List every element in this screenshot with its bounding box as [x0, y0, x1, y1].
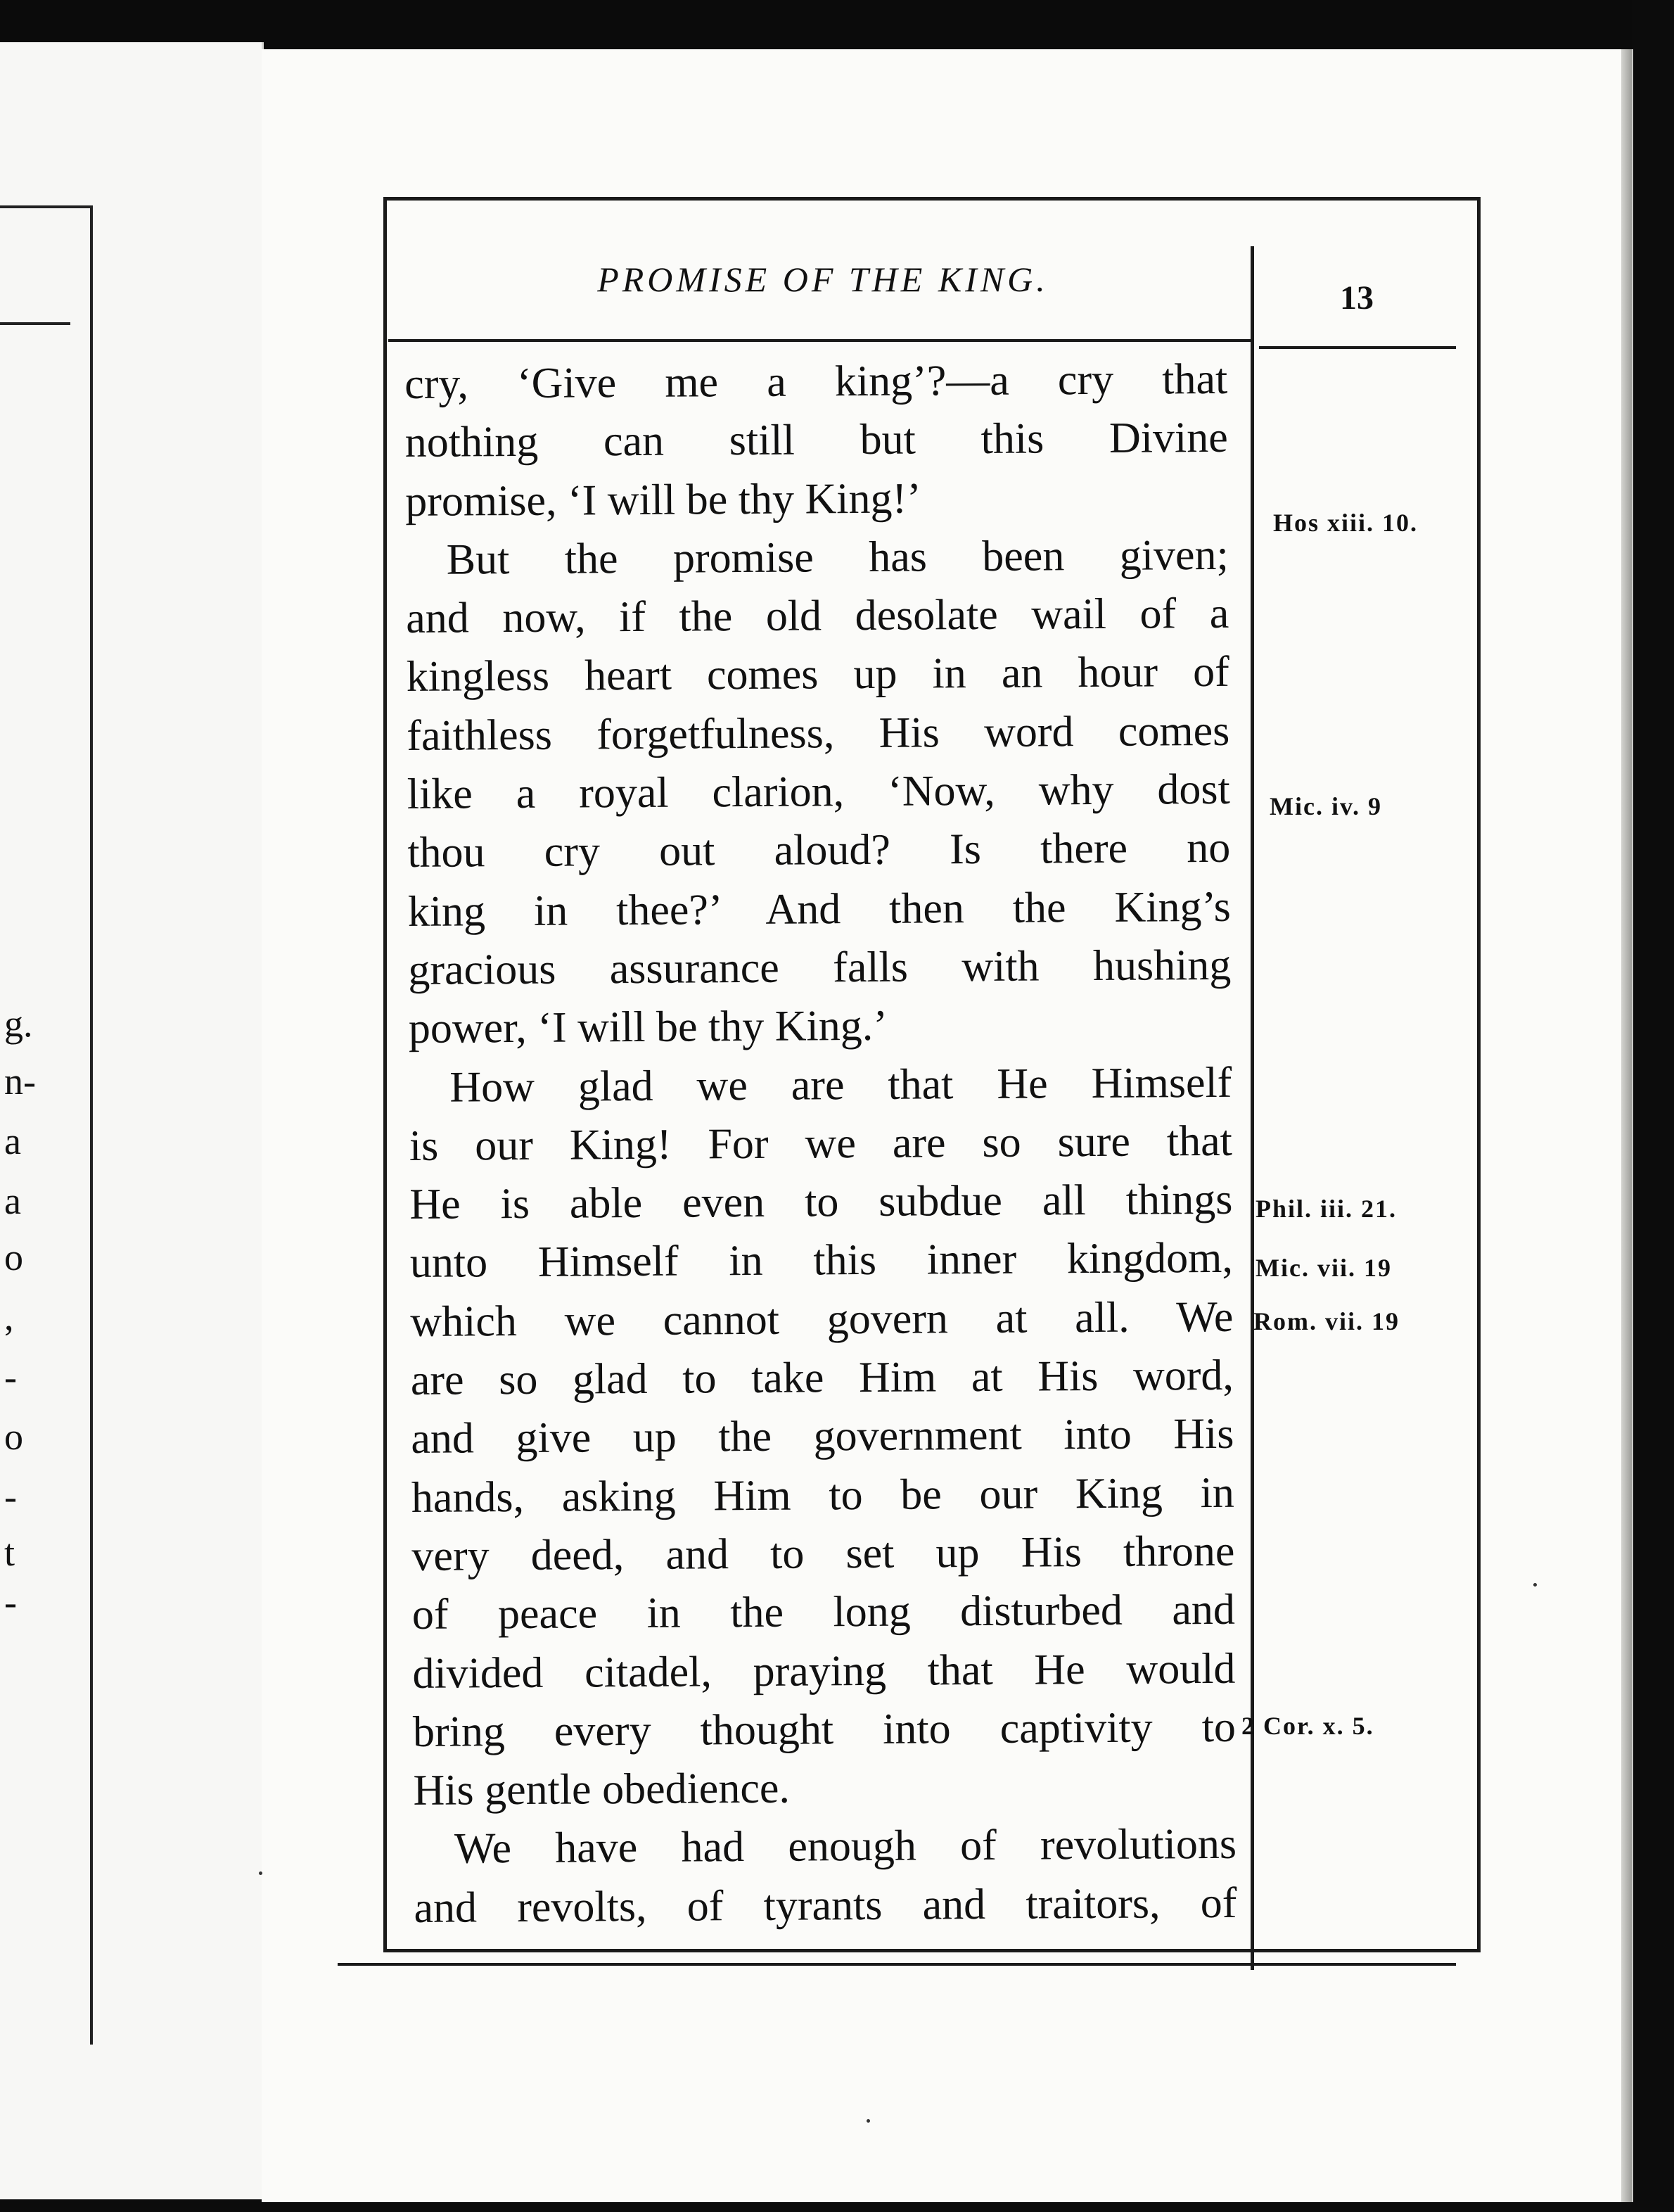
text-line: very deed, and to set up His throne	[411, 1527, 1235, 1580]
text-line: like a royal clarion, ‘Now, why dost	[407, 765, 1230, 819]
facing-page-fragment: -	[4, 1581, 17, 1623]
text-line: kingless heart comes up in an hour of	[406, 648, 1229, 701]
ink-speck	[1533, 1583, 1537, 1587]
facing-page-fragment: o	[4, 1416, 23, 1458]
running-head: PROMISE OF THE KING.	[597, 260, 1049, 299]
facing-page-fragment: -	[4, 1475, 17, 1518]
ink-speck	[867, 2119, 870, 2123]
text-line: and revolts, of tyrants and traitors, of	[414, 1879, 1237, 1932]
text-line: How glad we are that He Himself	[449, 1058, 1232, 1112]
text-line: unto Himself in this inner kingdom,	[409, 1234, 1234, 1288]
margin-reference: Hos xiii. 10.	[1273, 509, 1419, 537]
margin-reference: 2 Cor. x. 5.	[1241, 1712, 1374, 1740]
text-line: cry, ‘Give me a king’?—a cry that	[404, 355, 1228, 408]
facing-page-fragment: ,	[4, 1296, 14, 1338]
scan-border-right	[1632, 0, 1674, 2212]
header-rule-margin	[1259, 346, 1456, 349]
facing-page-fragment: -	[4, 1356, 17, 1398]
text-line: is our King! For we are so sure that	[409, 1117, 1233, 1170]
page-number: 13	[1340, 279, 1374, 317]
margin-reference: Phil. iii. 21.	[1256, 1195, 1398, 1223]
facing-page-fragment: a	[4, 1180, 21, 1222]
text-line: and now, if the old desolate wail of a	[406, 590, 1229, 643]
text-line: But the promise has been given;	[446, 530, 1229, 584]
text-line: which we cannot govern at all. We	[410, 1292, 1234, 1346]
ink-speck	[259, 1871, 262, 1875]
facing-page-left	[0, 42, 264, 2199]
text-line: king in thee?’ And then the King’s	[407, 882, 1232, 936]
text-line: of peace in the long disturbed and	[411, 1586, 1236, 1639]
header-rule	[388, 339, 1251, 342]
text-line: hands, asking Him to be our King in	[411, 1468, 1235, 1522]
text-line: divided citadel, praying that He would	[412, 1644, 1236, 1698]
body-text	[404, 350, 1237, 1938]
text-line: His gentle obedience.	[413, 1764, 791, 1815]
text-line: power, ‘I will be thy King.’	[408, 1002, 888, 1053]
text-line: We have had enough of revolutions	[454, 1820, 1237, 1874]
facing-page-fragment: g.	[4, 1003, 33, 1045]
text-line: promise, ‘I will be thy King!’	[405, 474, 921, 526]
text-line: gracious assurance falls with hushing	[408, 941, 1232, 994]
text-line: He is able even to subdue all things	[409, 1175, 1233, 1229]
text-line: nothing can still but this Divine	[404, 414, 1228, 467]
facing-page-fragment: n-	[4, 1060, 36, 1102]
text-line: faithless forgetfulness, His word comes	[407, 706, 1230, 760]
margin-reference: Mic. vii. 19	[1256, 1254, 1392, 1282]
text-line: thou cry out aloud? Is there no	[407, 824, 1231, 877]
facing-page-fragment: a	[4, 1120, 21, 1162]
margin-reference: Mic. iv. 9	[1270, 792, 1382, 820]
margin-reference: Rom. vii. 19	[1253, 1307, 1400, 1335]
text-line: bring every thought into captivity to	[412, 1703, 1237, 1756]
facing-page-fragment: o	[4, 1236, 23, 1278]
text-line: and give up the government into His	[411, 1410, 1234, 1463]
page-frame-bottom-rule	[338, 1963, 1456, 1966]
facing-page-rule	[0, 322, 70, 325]
page-edge-shadow	[1621, 49, 1633, 2202]
facing-page-fragment: t	[4, 1532, 15, 1574]
text-line: are so glad to take Him at His word,	[410, 1351, 1234, 1405]
